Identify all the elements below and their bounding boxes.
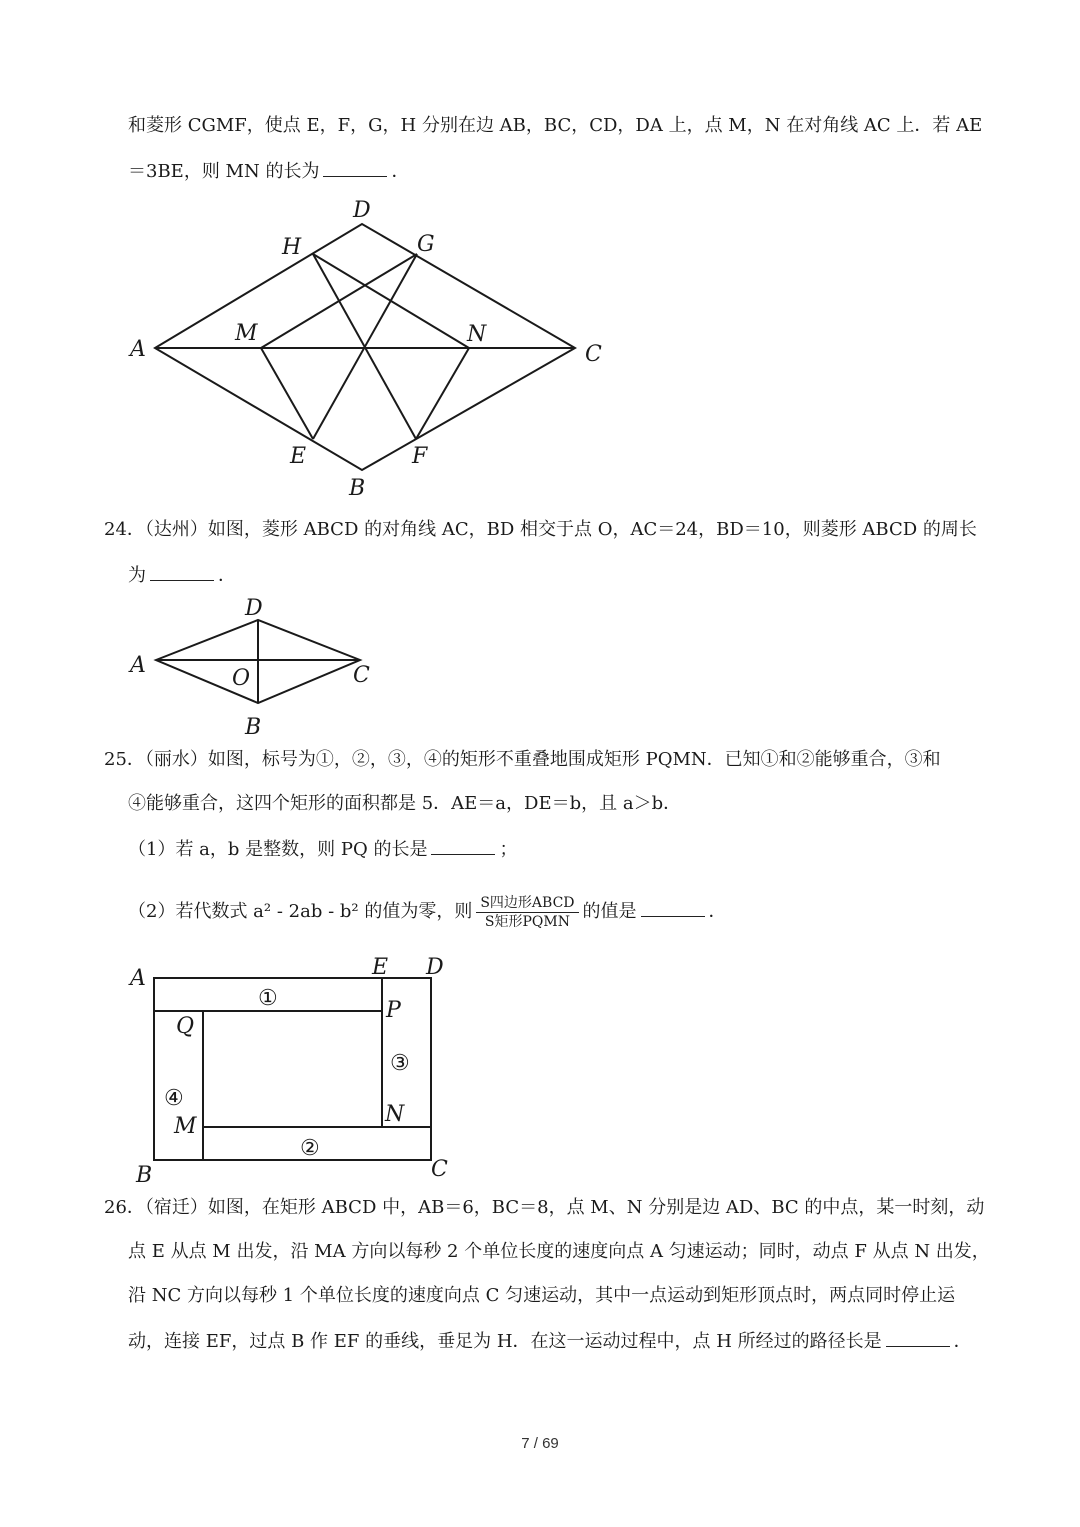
q24-line-1: 24．（达州）如图，菱形 ABCD 的对角线 AC，BD 相交于点 O，AC＝24，BD＝10，则菱形 ABCD 的周长 — [104, 519, 977, 540]
label-e: E — [372, 955, 389, 980]
q23-line-2-text: ＝3BE，则 MN 的长为 — [128, 161, 320, 182]
q25-part-2-mid: 的值是 — [582, 901, 637, 922]
q26-line-1: 26．（宿迁）如图，在矩形 ABCD 中，AB＝6，BC＝8，点 M、N 分别是边 AD、BC 的中点，某一时刻，动 — [104, 1197, 985, 1218]
label-d: D — [426, 955, 444, 980]
label-rect-3: ③ — [390, 1051, 410, 1076]
q24-line-2-end: ． — [218, 565, 236, 586]
label-b: B — [245, 715, 262, 740]
fraction-denominator: S矩形PQMN — [484, 913, 570, 930]
segment-gm — [261, 254, 417, 348]
answer-blank — [641, 898, 705, 917]
label-c: C — [585, 342, 602, 367]
q26-line-3: 沿 NC 方向以每秒 1 个单位长度的速度向点 C 匀速运动，其中一点运动到矩形顶点时，两点同时停止运 — [128, 1285, 956, 1306]
label-rect-1: ① — [258, 986, 278, 1011]
label-m: M — [174, 1114, 197, 1139]
label-g: G — [417, 232, 435, 257]
label-n: N — [385, 1102, 405, 1127]
q25-part-2-text: （2）若代数式 a² - 2ab - b² 的值为零，则 — [128, 901, 473, 922]
label-rect-4: ④ — [164, 1086, 184, 1111]
label-rect-2: ② — [300, 1136, 320, 1161]
label-m: M — [235, 321, 258, 346]
label-a: A — [130, 653, 146, 678]
q23-line-1: 和菱形 CGMF，使点 E，F，G，H 分别在边 AB，BC，CD，DA 上，点 M，N 在对角线 AC 上．若 AE — [128, 115, 983, 136]
label-h: H — [282, 235, 302, 260]
q26-line-4 — [128, 1328, 972, 1354]
label-c: C — [431, 1157, 448, 1182]
answer-blank — [431, 836, 495, 855]
q25-part-1 — [128, 836, 517, 862]
segment-hn — [313, 254, 469, 348]
q23-line-2 — [128, 158, 409, 184]
label-d: D — [245, 596, 263, 621]
label-b: B — [136, 1163, 153, 1188]
label-f: F — [412, 444, 428, 469]
q25-part-1-end: ； — [499, 839, 518, 860]
q24-line-2 — [128, 562, 236, 588]
q23-line-2-end: ． — [391, 161, 410, 182]
q26-line-4-end: ． — [953, 1331, 972, 1352]
area-ratio-fraction — [476, 894, 578, 931]
q26-line-2: 点 E 从点 M 出发，沿 MA 方向以每秒 2 个单位长度的速度向点 A 匀速运动；同时，动点 F 从点 N 出发， — [128, 1241, 990, 1262]
page-number: 7 / 69 — [521, 1435, 559, 1452]
label-o: O — [232, 666, 251, 691]
q26-line-4-text: 动，连接 EF，过点 B 作 EF 的垂线，垂足为 H．在这一运动过程中，点 H 所经过的路径长是 — [128, 1331, 882, 1352]
label-e: E — [290, 444, 307, 469]
label-d: D — [353, 198, 371, 223]
label-q: Q — [176, 1014, 195, 1039]
q23-rhombus-figure — [120, 190, 620, 500]
q25-line-1: 25．（丽水）如图，标号为①，②，③，④的矩形不重叠地围成矩形 PQMN．已知①和②能够重合，③和 — [104, 749, 941, 770]
answer-blank — [886, 1328, 950, 1347]
answer-blank — [150, 562, 214, 581]
q24-rhombus-figure — [120, 590, 390, 740]
q25-part-1-text: （1）若 a，b 是整数，则 PQ 的长是 — [128, 839, 428, 860]
segment-nf — [416, 348, 469, 439]
q25-rectangles-figure — [120, 950, 460, 1190]
q25-line-2: ④能够重合，这四个矩形的面积都是 5．AE＝a，DE＝b，且 a＞b． — [128, 793, 682, 814]
answer-blank — [323, 158, 387, 177]
label-b: B — [349, 476, 366, 500]
label-n: N — [467, 322, 487, 347]
q25-part-2-end: ． — [708, 901, 727, 922]
label-a: A — [130, 966, 146, 991]
q24-line-2-text: 为 — [128, 565, 146, 586]
q25-part-2 — [128, 886, 727, 938]
label-c: C — [353, 663, 370, 688]
label-p: P — [386, 998, 401, 1023]
fraction-numerator: S四边形ABCD — [476, 894, 578, 913]
label-a: A — [130, 337, 146, 362]
